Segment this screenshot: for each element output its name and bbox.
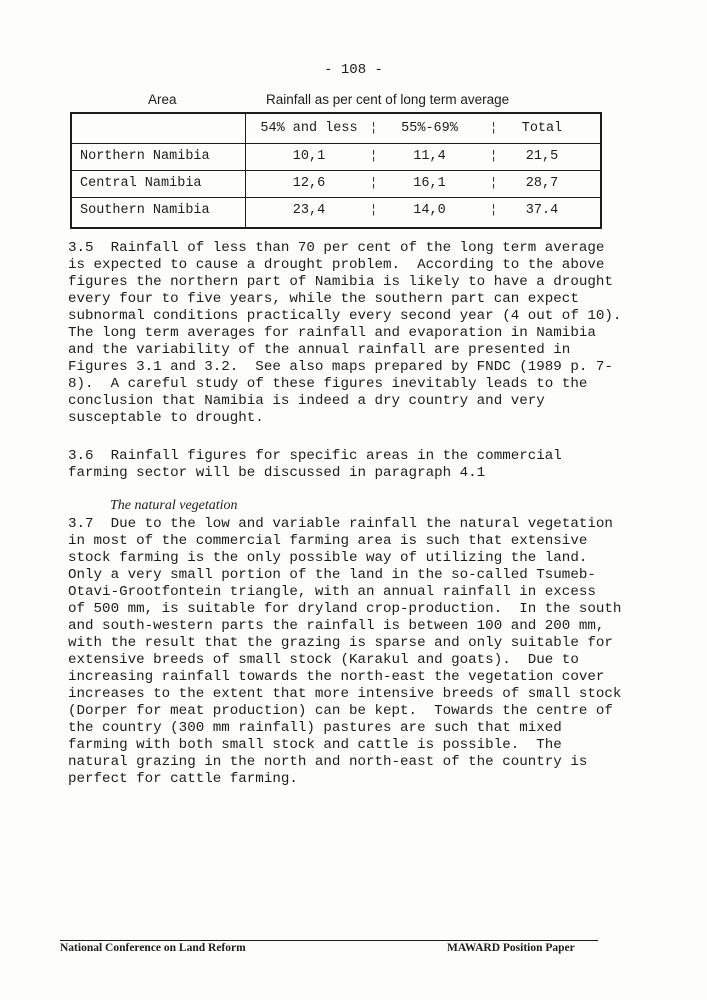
text-line: in most of the commercial farming area is such that extensive: [68, 533, 588, 549]
rainfall-table: [70, 112, 602, 229]
text-line: figures the northern part of Namibia is likely to have a drought: [68, 274, 613, 290]
text-line: conclusion that Namibia is indeed a dry country and very: [68, 393, 545, 409]
text-line: of 500 mm, is suitable for dryland crop-production. In the south: [68, 601, 622, 617]
text-line: Otavi-Grootfontein triangle, with an annual rainfall in excess: [68, 584, 596, 600]
text-line: with the result that the grazing is sparse and only suitable for: [68, 635, 613, 651]
column-header: Total: [521, 121, 563, 136]
area-cell: Southern Namibia: [80, 203, 210, 218]
text-line: Only a very small portion of the land in the so-called Tsumeb-: [68, 567, 596, 583]
text-line: stock farming is the only possible way of utilizing the land.: [68, 550, 588, 566]
table-header-area: Area: [148, 92, 177, 107]
table-row: Northern Namibia 10,1 ¦ 11,4 ¦ 21,5: [72, 144, 600, 171]
column-header: 54% and less: [260, 121, 358, 136]
text-line: 3.5 Rainfall of less than 70 per cent of the long term average: [68, 240, 605, 256]
text-line: Figures 3.1 and 3.2. See also maps prepared by FNDC (1989 p. 7-: [68, 359, 613, 375]
paragraph-3-6: [68, 448, 604, 482]
text-line: the country (300 mm rainfall) pastures are such that mixed: [68, 720, 562, 736]
text-line: and the variability of the annual rainfall are presented in: [68, 342, 571, 358]
page-number: - 108 -: [324, 62, 383, 78]
text-line: and south-western parts the rainfall is between 100 and 200 mm,: [68, 618, 605, 634]
text-line: is expected to cause a drought problem. According to the above: [68, 257, 605, 273]
section-heading: The natural vegetation: [110, 498, 238, 513]
table-row: Southern Namibia 23,4 ¦ 14,0 ¦ 37.4: [72, 198, 600, 225]
value-cell: 14,0: [413, 203, 446, 218]
text-line: 8). A careful study of these figures inevitably leads to the: [68, 376, 588, 392]
total-cell: 21,5: [525, 149, 559, 164]
footer-left: National Conference on Land Reform: [60, 942, 246, 954]
table-header-row: 54% and less ¦ 55%-69% ¦ Total: [72, 116, 600, 143]
text-line: 3.6 Rainfall figures for specific areas in the commercial: [68, 448, 562, 464]
area-cell: Northern Namibia: [80, 149, 210, 164]
value-cell: 16,1: [413, 176, 446, 191]
text-line: increases to the extent that more intensive breeds of small stock: [68, 686, 622, 702]
value-cell: 12,6: [292, 176, 326, 191]
paragraph-3-5: [68, 240, 622, 427]
paragraph-3-7: [68, 516, 622, 788]
text-line: increasing rainfall towards the north-east the vegetation cover: [68, 669, 605, 685]
footer-divider: [60, 940, 598, 941]
text-line: farming with both small stock and cattle is possible. The: [68, 737, 562, 753]
text-line: (Dorper for meat production) can be kept. Towards the centre of: [68, 703, 613, 719]
text-line: farming sector will be discussed in paragraph 4.1: [68, 465, 486, 481]
text-line: The long term averages for rainfall and evaporation in Namibia: [68, 325, 596, 341]
text-line: subnormal conditions practically every second year (4 out of 10).: [68, 308, 622, 324]
value-cell: 23,4: [292, 203, 326, 218]
value-cell: 11,4: [413, 149, 446, 164]
text-line: every four to five years, while the southern part can expect: [68, 291, 579, 307]
text-line: extensive breeds of small stock (Karakul and goats). Due to: [68, 652, 579, 668]
text-line: susceptable to drought.: [68, 410, 264, 426]
value-cell: 10,1: [292, 149, 326, 164]
total-cell: 28,7: [525, 176, 559, 191]
text-line: 3.7 Due to the low and variable rainfall the natural vegetation: [68, 516, 613, 532]
table-row: Central Namibia 12,6 ¦ 16,1 ¦ 28,7: [72, 171, 600, 198]
total-cell: 37.4: [525, 203, 559, 218]
footer-right: MAWARD Position Paper: [447, 942, 575, 954]
table-header-rainfall: Rainfall as per cent of long term average: [266, 92, 510, 107]
text-line: perfect for cattle farming.: [68, 771, 298, 787]
area-cell: Central Namibia: [80, 176, 202, 191]
column-header: 55%-69%: [401, 121, 458, 136]
text-line: natural grazing in the north and north-east of the country is: [68, 754, 588, 770]
